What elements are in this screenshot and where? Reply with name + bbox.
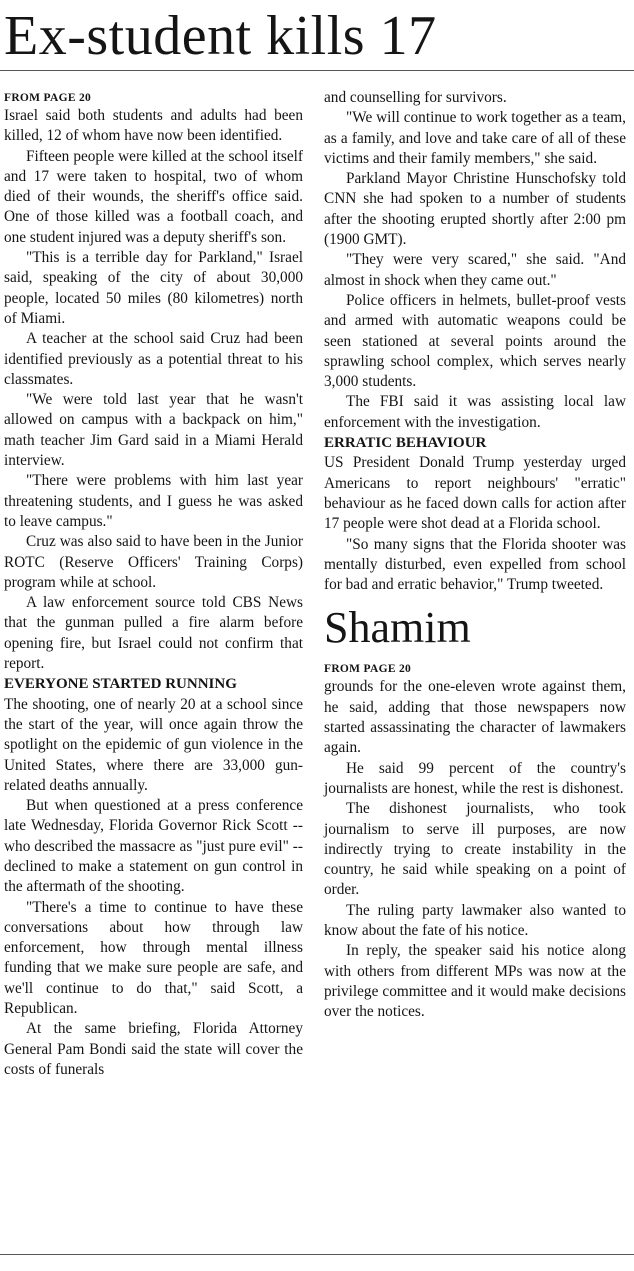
story1-paragraph: "This is a terrible day for Parkland," Israel said, speaking of the city of about 30,000 people, located 50 miles (80 kilometres) north of Miami. [4, 249, 303, 327]
headline-rule [0, 70, 634, 71]
story1-paragraph: Cruz was also said to have been in the Junior ROTC (Reserve Officers' Training Corps) program while at school. [4, 533, 303, 591]
story1-left-column [4, 88, 303, 1080]
headline-ex-student: Ex-student kills 17 [4, 5, 437, 67]
story1-paragraph: Police officers in helmets, bullet-proof vests and armed with automatic weapons could be seen stationed at several points around the sprawling school complex, which serves nearly 3,000 students. [324, 291, 626, 391]
story1-paragraph: "There were problems with him last year threatening students, and I guess he was asked to leave campus." [4, 472, 303, 530]
story1-paragraph: The shooting, one of nearly 20 at a school since the start of the year, will once again throw the spotlight on the epidemic of gun violence in the United States, where there are 33,000 gun-related deaths annually. [4, 695, 303, 794]
story1-paragraph: Parkland Mayor Christine Hunschofsky told CNN she had spoken to a number of students after the shooting erupted shortly after 2:00 pm (1900 GMT). [324, 170, 626, 249]
story1-paragraph: "They were very scared," she said. "And almost in shock when they came out." [324, 251, 626, 289]
headline-shamim: Shamim [324, 603, 471, 653]
story1-paragraph: "We were told last year that he wasn't allowed on campus with a backpack on him," math teacher Jim Gard said in a Miami Herald interview. [4, 391, 303, 470]
subhead-everyone-started-running: EVERYONE STARTED RUNNING [4, 676, 237, 693]
story1-paragraph: US President Donald Trump yesterday urged Americans to report neighbours' "erratic" behaviour as he faced down calls for action after 17 people were shot dead at a Florida school. [324, 454, 626, 533]
story2-paragraph: grounds for the one-eleven wrote against them, he said, adding that those newspapers now started assassinating the character of lawmakers again. [324, 678, 626, 757]
story1-paragraph: Israel said both students and adults had been killed, 12 of whom have now been identified. [4, 107, 303, 145]
subhead-erratic-behaviour: ERRATIC BEHAVIOUR [324, 435, 487, 452]
story2-paragraph: The dishonest journalists, who took journalism to serve ill purposes, are now indirectly trying to create instability in the country, he said while speaking on a point of order. [324, 800, 626, 899]
story1-paragraph: "We will continue to work together as a team, as a family, and love and take care of all of these victims and their family members," she said. [324, 109, 626, 167]
story1-paragraph: A law enforcement source told CBS News that the gunman pulled a fire alarm before opening fire, but Israel could not confirm that report. [4, 594, 303, 673]
story1-paragraph: At the same briefing, Florida Attorney General Pam Bondi said the state will cover the costs of funerals [4, 1020, 303, 1078]
story1-paragraph: The FBI said it was assisting local law enforcement with the investigation. [324, 393, 626, 431]
story1-paragraph: "There's a time to continue to have these conversations about how through law enforcement, how through mental illness funding that we make sure people are safe, and we'll continue to do that," said Scott, a Republican. [4, 898, 303, 1018]
story1-paragraph: A teacher at the school said Cruz had been identified previously as a potential threat to his classmates. [4, 330, 303, 388]
bottom-rule [0, 1254, 634, 1255]
story1-kicker: FROM PAGE 20 [4, 92, 92, 104]
story2-paragraph: The ruling party lawmaker also wanted to know about the fate of his notice. [324, 901, 626, 939]
story2-paragraph: In reply, the speaker said his notice along with others from different MPs was now at the privilege committee and it would make decisions over the notices. [324, 942, 626, 1021]
story1-paragraph: But when questioned at a press conference late Wednesday, Florida Governor Rick Scott -- who described the massacre as "just pure evil" -- declined to make a statement on gun control in the aftermath of the shooting. [4, 797, 303, 896]
story1-paragraph: "So many signs that the Florida shooter was mentally disturbed, even expelled from school for bad and erratic behavior," Trump tweeted. [324, 535, 626, 594]
story2-paragraph: He said 99 percent of the country's journalists are honest, while the rest is dishonest. [324, 759, 626, 797]
story1-paragraph: and counselling for survivors. [324, 89, 507, 106]
right-column [324, 88, 626, 1022]
story2-kicker: FROM PAGE 20 [324, 663, 412, 676]
story1-paragraph: Fifteen people were killed at the school itself and 17 were taken to hospital, two of whom died of their wounds, the sheriff's office said. One of those killed was a football coach, and one student injured was a deputy sheriff's son. [4, 147, 303, 246]
